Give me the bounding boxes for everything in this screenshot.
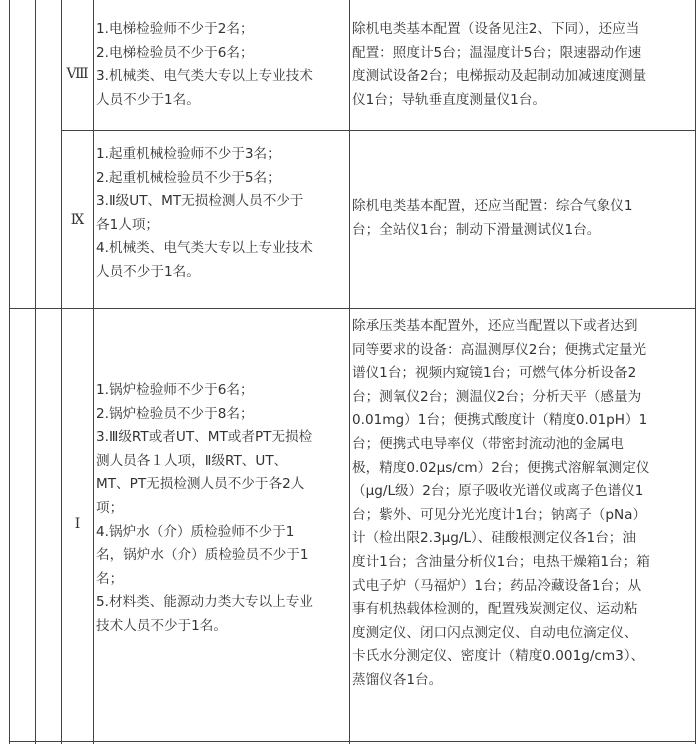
personnel-line: 人员不少于1名。 bbox=[96, 263, 200, 280]
equipment-line: 式电子炉（马福炉）1台；药品冷藏设备1台；从 bbox=[352, 577, 642, 594]
equipment-line: 台；测氧仪2台；测温仪2台；分析天平（感量为 bbox=[352, 388, 642, 405]
equipment-line: 仪1台；导轨垂直度测量仪1台。 bbox=[352, 91, 547, 108]
equipment-line: 同等要求的设备：高温测厚仪2台；便携式定量光 bbox=[352, 341, 647, 358]
equipment-line: 度计1台；含油量分析仪1台；电热干燥箱1台；箱 bbox=[352, 553, 650, 570]
personnel-line: 人员不少于1名。 bbox=[96, 91, 200, 108]
equipment-line: 除承压类基本配置外，还应当配置以下或者达到 bbox=[352, 318, 638, 334]
table-divider bbox=[349, 0, 350, 744]
equipment-line: 极，精度0.02μs/cm）2台；便携式溶解氧测定仪 bbox=[352, 459, 650, 476]
personnel-line: 技术人员不少于1名。 bbox=[96, 617, 227, 634]
personnel-line: 名； bbox=[96, 570, 124, 587]
equipment-line: 除机电类基本配置（设备见注2、下同），还应当 bbox=[352, 21, 640, 37]
personnel-line: 3.Ⅱ级UT、MT无损检测人员不少于 bbox=[96, 193, 304, 210]
equipment-line: 事有机热载体检测的，配置残炭测定仪、运动粘 bbox=[352, 601, 638, 618]
personnel-line: 3.机械类、电气类大专以上专业技术 bbox=[96, 68, 313, 85]
personnel-line: 4.锅炉水（介）质检验师不少于1 bbox=[96, 523, 295, 540]
equipment-line: 0.01mg）1台；便携式酸度计（精度0.01pH）1 bbox=[352, 412, 648, 429]
equipment-line: 台；全站仪1台；制动下滑量测试仪1台。 bbox=[352, 221, 601, 238]
grade-label: Ⅰ bbox=[74, 516, 81, 532]
personnel-line: MT、PT无损检测人员不少于各2人 bbox=[96, 476, 305, 493]
personnel-line: 项； bbox=[96, 499, 124, 516]
equipment-line: 谱仪1台；视频内窥镜1台；可燃气体分析设备2 bbox=[352, 365, 637, 382]
row-divider bbox=[61, 130, 696, 131]
equipment-line: 蒸馏仪各1台。 bbox=[352, 671, 443, 688]
personnel-requirements bbox=[96, 379, 348, 639]
table-divider bbox=[61, 0, 62, 744]
personnel-requirements bbox=[96, 18, 348, 112]
row-divider bbox=[9, 308, 696, 309]
table-border-left bbox=[9, 0, 10, 744]
equipment-line: 配置：照度计5台；温湿度计5台；限速器动作速 bbox=[352, 44, 642, 61]
equipment-line: 度测定仪、闭口闪点测定仪、自动电位滴定仪、 bbox=[352, 624, 638, 641]
equipment-line: 除机电类基本配置，还应当配置：综合气象仪1 bbox=[352, 198, 633, 214]
equipment-line: 度测试设备2台；电梯振动及起制动加减速度测量 bbox=[352, 68, 647, 85]
equipment-line: 台；紫外、可见分光光度计1台；钠离子（pNa） bbox=[352, 506, 647, 523]
table-divider bbox=[35, 0, 36, 744]
personnel-line: 2.锅炉检验员不少于8名； bbox=[96, 405, 254, 422]
personnel-line: 2.电梯检验员不少于6名； bbox=[96, 44, 254, 61]
grade-label: Ⅸ bbox=[70, 212, 85, 228]
personnel-requirements bbox=[96, 143, 348, 285]
equipment-line: 卡氏水分测定仪、密度计（精度0.001g/cm3）、 bbox=[352, 648, 645, 665]
personnel-line: 1.电梯检验师不少于2名； bbox=[96, 21, 254, 37]
equipment-line: 计（检出限2.3μg/L）、硅酸根测定仪各1台；油 bbox=[352, 530, 636, 547]
personnel-line: 5.材料类、能源动力类大专以上专业 bbox=[96, 594, 313, 611]
personnel-line: 测人员各１人项，Ⅱ级RT、UT、 bbox=[96, 452, 288, 469]
equipment-requirements bbox=[352, 18, 694, 112]
personnel-line: 4.机械类、电气类大专以上专业技术 bbox=[96, 240, 313, 257]
table-border-right bbox=[695, 0, 696, 744]
personnel-line: 各1人项； bbox=[96, 216, 160, 233]
grade-label: Ⅷ bbox=[66, 66, 89, 82]
table-divider bbox=[93, 0, 94, 744]
personnel-line: 2.起重机械检验员不少于5名； bbox=[96, 169, 281, 186]
equipment-requirements bbox=[352, 195, 694, 242]
equipment-requirements bbox=[352, 315, 694, 693]
equipment-line: 台；便携式电导率仪（带密封流动池的金属电 bbox=[352, 435, 624, 452]
personnel-line: 1.锅炉检验师不少于6名； bbox=[96, 382, 254, 398]
row-divider bbox=[9, 741, 696, 742]
personnel-line: 名，锅炉水（介）质检验员不少于1 bbox=[96, 547, 309, 564]
personnel-line: 1.起重机械检验师不少于3名； bbox=[96, 146, 281, 162]
personnel-line: 3.Ⅲ级RT或者UT、MT或者PT无损检 bbox=[96, 429, 313, 446]
equipment-line: （μg/L级）2台；原子吸收光谱仪或离子色谱仪1 bbox=[352, 483, 644, 500]
